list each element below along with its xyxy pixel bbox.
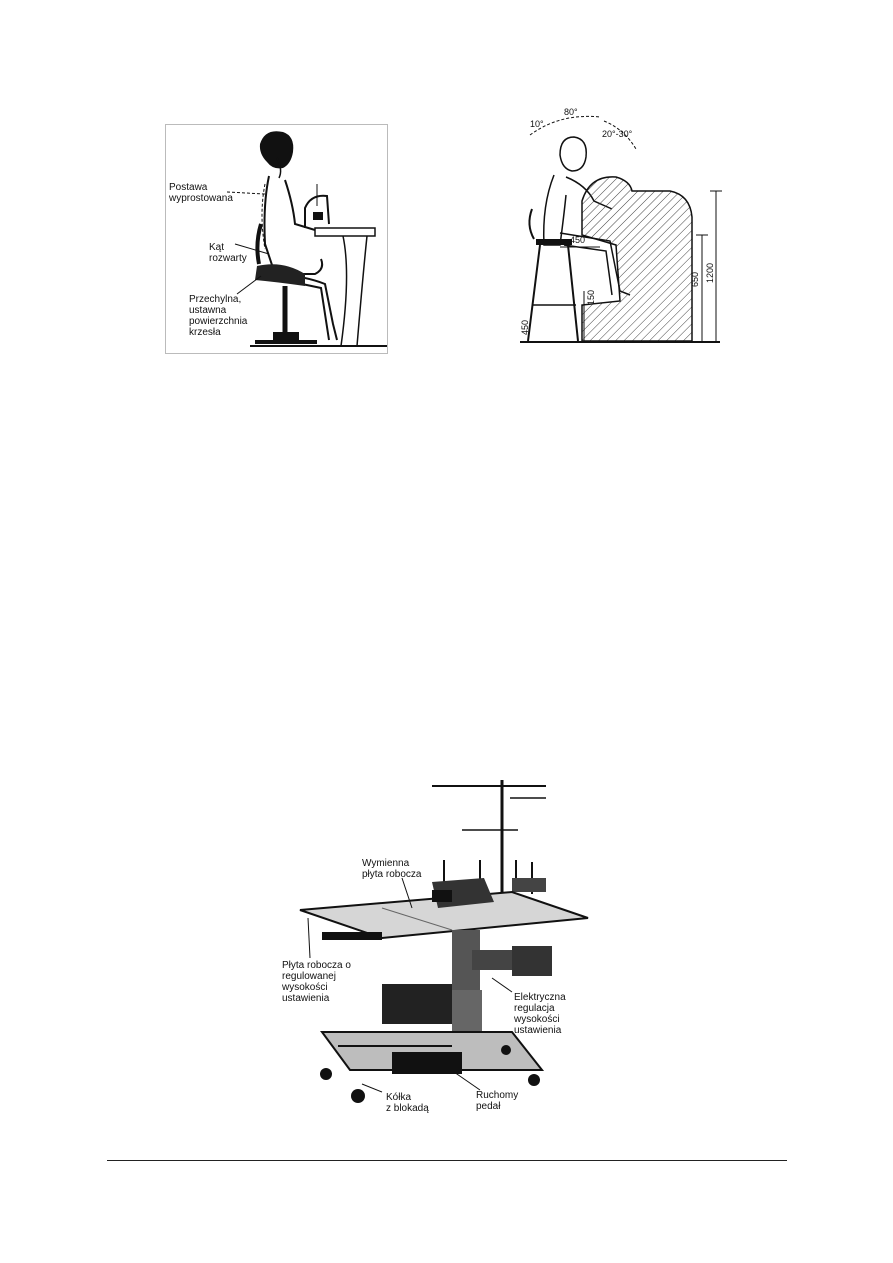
label-electric-line3: wysokości <box>514 1014 560 1025</box>
label-table-line2: regulowanej <box>282 971 336 982</box>
label-exchangeable-plate <box>362 858 421 880</box>
figure-workstation-dimensions <box>520 105 725 350</box>
dim-foot: 450 <box>520 319 530 335</box>
sewing-table-drawing <box>282 770 604 1120</box>
label-plate-line2: płyta robocza <box>362 869 422 880</box>
dim-step: 150 <box>586 289 596 305</box>
footer-rule <box>107 1160 787 1161</box>
label-plate-line1: Wymienna <box>362 858 410 869</box>
dim-angle-c: 20°-30° <box>602 129 633 139</box>
dim-total-height: 1200 <box>705 262 715 283</box>
dim-seat-height: 650 <box>690 271 700 287</box>
label-posture <box>169 182 233 204</box>
figure-sewing-table <box>282 770 604 1120</box>
workstation-dimensions-drawing <box>520 105 725 350</box>
dim-angle-b: 80° <box>564 107 578 117</box>
label-wheels <box>386 1092 429 1114</box>
label-seat-line4: krzesła <box>189 327 221 338</box>
label-seat-line3: powierzchnia <box>189 316 248 327</box>
label-angle <box>209 242 247 264</box>
label-electric-line4: ustawienia <box>514 1025 562 1036</box>
label-posture-line1: Postawa <box>169 182 208 193</box>
label-seat <box>189 294 247 338</box>
label-electric-line1: Elektryczna <box>514 992 566 1003</box>
label-posture-line2: wyprostowana <box>169 193 233 204</box>
label-pedal-line2: pedał <box>476 1101 501 1112</box>
label-table-line4: ustawienia <box>282 993 330 1004</box>
label-angle-line2: rozwarty <box>209 253 247 264</box>
label-table-line1: Płyta robocza o <box>282 960 351 971</box>
label-pedal <box>476 1090 518 1112</box>
figure-seated-posture <box>165 124 388 354</box>
label-seat-line1: Przechylna, <box>189 294 242 305</box>
label-electric-adjustment <box>514 992 566 1036</box>
label-adjustable-table <box>282 960 351 1004</box>
dim-seat-width: 450 <box>570 235 586 245</box>
label-electric-line2: regulacja <box>514 1003 555 1014</box>
label-pedal-line1: Ruchomy <box>476 1090 519 1101</box>
label-table-line3: wysokości <box>282 982 328 993</box>
label-angle-line1: Kąt <box>209 242 225 253</box>
label-wheels-line2: z blokadą <box>386 1103 429 1114</box>
label-wheels-line1: Kółka <box>386 1092 412 1103</box>
dim-angle-a: 10° <box>530 119 544 129</box>
label-seat-line2: ustawna <box>189 305 227 316</box>
